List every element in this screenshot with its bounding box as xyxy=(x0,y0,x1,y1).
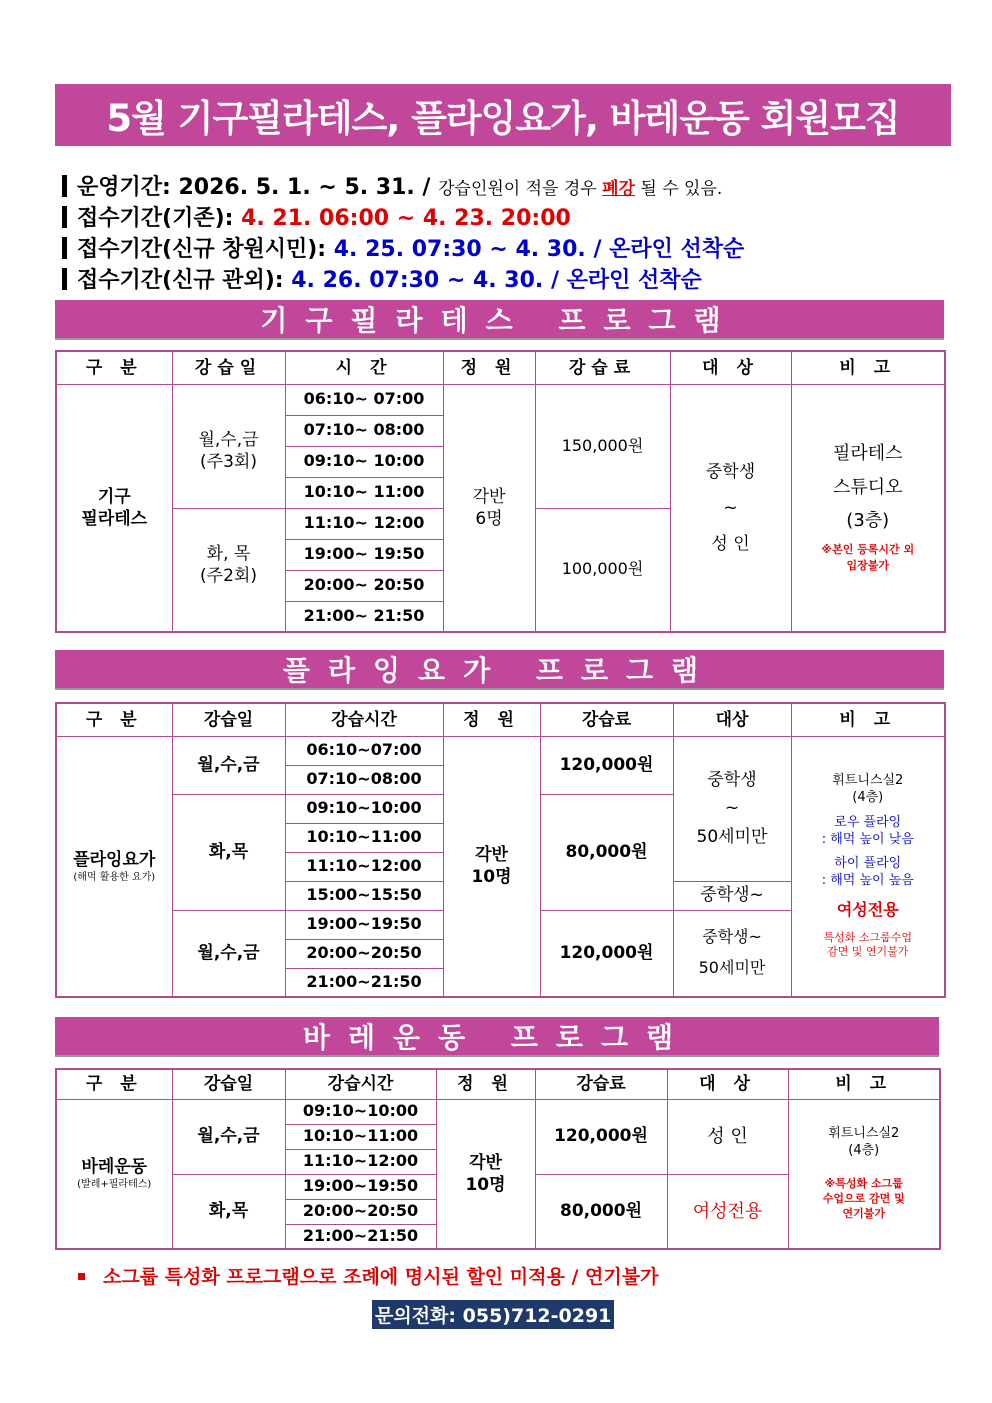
info-label: 접수기간(기존): xyxy=(77,206,242,231)
barre-category: 바레운동 (발레+필라테스) xyxy=(56,1099,172,1249)
header-target: 대 상 xyxy=(667,1069,788,1099)
yoga-section-title: 플라잉요가 프로그램 xyxy=(55,650,944,690)
yoga-days-mwf-evening: 월,수,금 xyxy=(172,910,285,997)
header-time: 강습시간 xyxy=(285,703,443,736)
yoga-capacity: 각반 10명 xyxy=(443,736,540,997)
pilates-target: 중학생 ~ 성 인 xyxy=(670,384,791,632)
pilates-time-slot: 07:10~ 08:00 xyxy=(285,415,443,446)
info-label: 접수기간(신규 창원시민): xyxy=(77,237,334,262)
pilates-capacity: 각반 6명 xyxy=(443,384,535,632)
info-label: 운영기간: xyxy=(77,175,179,200)
barre-days-tt: 화,목 xyxy=(172,1174,285,1249)
pilates-note: 필라테스 스튜디오 (3층) ※본인 등록시간 외 입장불가 xyxy=(791,384,945,632)
info-value: 4. 21. 06:00 ~ 4. 23. 20:00 xyxy=(241,206,571,231)
bullet-bar xyxy=(62,268,67,290)
pilates-time-slot: 06:10~ 07:00 xyxy=(285,384,443,415)
square-bullet-icon xyxy=(78,1273,85,1280)
pilates-table xyxy=(55,350,946,633)
barre-fee-mwf: 120,000원 xyxy=(535,1099,667,1174)
footer-note-text: 소그룹 특성화 프로그램으로 조례에 명시된 할인 미적용 / 연기불가 xyxy=(103,1266,659,1288)
yoga-note: 휘트니스실2 (4층) 로우 플라잉 : 해먹 높이 낮음 하이 플라잉 : 해먹 높이 높음 여성전용 특성화 소그룹수업 감면 및 연기불가 xyxy=(791,736,945,997)
bullet-bar xyxy=(62,237,67,259)
info-value: 4. 26. 07:30 ~ 4. 30. / 온라인 선착순 xyxy=(291,268,702,293)
yoga-time-slot: 15:00~15:50 xyxy=(285,881,443,910)
barre-time-slot: 09:10~10:00 xyxy=(285,1099,436,1124)
header-fee: 강습료 xyxy=(540,703,673,736)
barre-fee-tt: 80,000원 xyxy=(535,1174,667,1249)
yoga-time-slot: 07:10~08:00 xyxy=(285,765,443,794)
info-label: 접수기간(신규 관외): xyxy=(77,268,292,293)
yoga-table xyxy=(55,702,946,998)
yoga-days-mwf-morning: 월,수,금 xyxy=(172,736,285,794)
info-new-outside-registration xyxy=(62,263,702,294)
header-days: 강습일 xyxy=(172,703,285,736)
header-days: 강습일 xyxy=(172,351,285,384)
yoga-fee-mwf-morning: 120,000원 xyxy=(540,736,673,794)
header-fee: 강습료 xyxy=(535,351,670,384)
header-category: 구 분 xyxy=(56,351,172,384)
bullet-bar xyxy=(62,206,67,228)
header-days: 강습일 xyxy=(172,1069,285,1099)
pilates-time-slot: 10:10~ 11:00 xyxy=(285,477,443,508)
pilates-fee-tt: 100,000원 xyxy=(535,508,670,632)
pilates-section-title: 기구필라테스 프로그램 xyxy=(55,300,944,340)
header-target: 대 상 xyxy=(670,351,791,384)
pilates-time-slot: 21:00~ 21:50 xyxy=(285,601,443,632)
yoga-fee-mwf-evening: 120,000원 xyxy=(540,910,673,997)
header-note: 비 고 xyxy=(791,351,945,384)
header-category: 구 분 xyxy=(56,703,172,736)
yoga-days-tt: 화,목 xyxy=(172,794,285,910)
info-value: 2026. 5. 1. ~ 5. 31. / xyxy=(178,175,439,200)
footer-note xyxy=(78,1262,658,1289)
barre-time-slot: 11:10~12:00 xyxy=(285,1149,436,1174)
pilates-fee-mwf: 150,000원 xyxy=(535,384,670,508)
yoga-target-c: 중학생~ 50세미만 xyxy=(673,910,791,997)
bullet-bar xyxy=(62,175,67,197)
header-time: 강습시간 xyxy=(285,1069,436,1099)
yoga-time-slot: 19:00~19:50 xyxy=(285,910,443,939)
contact-phone: 문의전화: 055)712-0291 xyxy=(372,1300,614,1329)
yoga-target-b: 중학생~ xyxy=(673,881,791,910)
page-title: 5월 기구필라테스, 플라잉요가, 바레운동 회원모집 xyxy=(55,84,951,146)
header-capacity: 정 원 xyxy=(443,703,540,736)
yoga-time-slot: 20:00~20:50 xyxy=(285,939,443,968)
info-note: 강습인원이 적을 경우 xyxy=(438,179,603,199)
info-value: 4. 25. 07:30 ~ 4. 30. / 온라인 선착순 xyxy=(333,237,745,262)
pilates-days-mwf: 월,수,금 (주3회) xyxy=(172,384,285,508)
header-time: 시 간 xyxy=(285,351,443,384)
pilates-time-slot: 09:10~ 10:00 xyxy=(285,446,443,477)
pilates-time-slot: 19:00~ 19:50 xyxy=(285,539,443,570)
info-note-red: 폐강 xyxy=(602,179,635,199)
yoga-time-slot: 11:10~12:00 xyxy=(285,852,443,881)
yoga-category: 플라잉요가 (해먹 활용한 요가) xyxy=(56,736,172,997)
info-note: 될 수 있음. xyxy=(634,179,723,199)
barre-section-title: 바레운동 프로그램 xyxy=(55,1017,939,1057)
yoga-time-slot: 06:10~07:00 xyxy=(285,736,443,765)
barre-time-slot: 19:00~19:50 xyxy=(285,1174,436,1199)
pilates-time-slot: 20:00~ 20:50 xyxy=(285,570,443,601)
header-capacity: 정 원 xyxy=(436,1069,535,1099)
header-note: 비 고 xyxy=(788,1069,940,1099)
yoga-time-slot: 09:10~10:00 xyxy=(285,794,443,823)
info-new-changwon-registration xyxy=(62,232,744,263)
yoga-time-slot: 21:00~21:50 xyxy=(285,968,443,997)
header-target: 대상 xyxy=(673,703,791,736)
barre-time-slot: 21:00~21:50 xyxy=(285,1224,436,1249)
barre-target-women: 여성전용 xyxy=(667,1174,788,1249)
yoga-time-slot: 10:10~11:00 xyxy=(285,823,443,852)
barre-note: 휘트니스실2 (4층) ※특성화 소그룹 수업으로 감면 및 연기불가 xyxy=(788,1099,940,1249)
pilates-time-slot: 11:10~ 12:00 xyxy=(285,508,443,539)
header-fee: 강습료 xyxy=(535,1069,667,1099)
barre-target-adult: 성 인 xyxy=(667,1099,788,1174)
header-note: 비 고 xyxy=(791,703,945,736)
yoga-fee-tt: 80,000원 xyxy=(540,794,673,910)
pilates-category: 기구 필라테스 xyxy=(56,384,172,632)
barre-time-slot: 20:00~20:50 xyxy=(285,1199,436,1224)
barre-table xyxy=(55,1068,941,1250)
info-operation-period xyxy=(62,170,722,201)
barre-days-mwf: 월,수,금 xyxy=(172,1099,285,1174)
header-category: 구 분 xyxy=(56,1069,172,1099)
info-existing-registration xyxy=(62,201,571,232)
header-capacity: 정 원 xyxy=(443,351,535,384)
barre-time-slot: 10:10~11:00 xyxy=(285,1124,436,1149)
barre-capacity: 각반 10명 xyxy=(436,1099,535,1249)
yoga-target-a: 중학생 ~ 50세미만 xyxy=(673,736,791,881)
pilates-days-tt: 화, 목 (주2회) xyxy=(172,508,285,632)
